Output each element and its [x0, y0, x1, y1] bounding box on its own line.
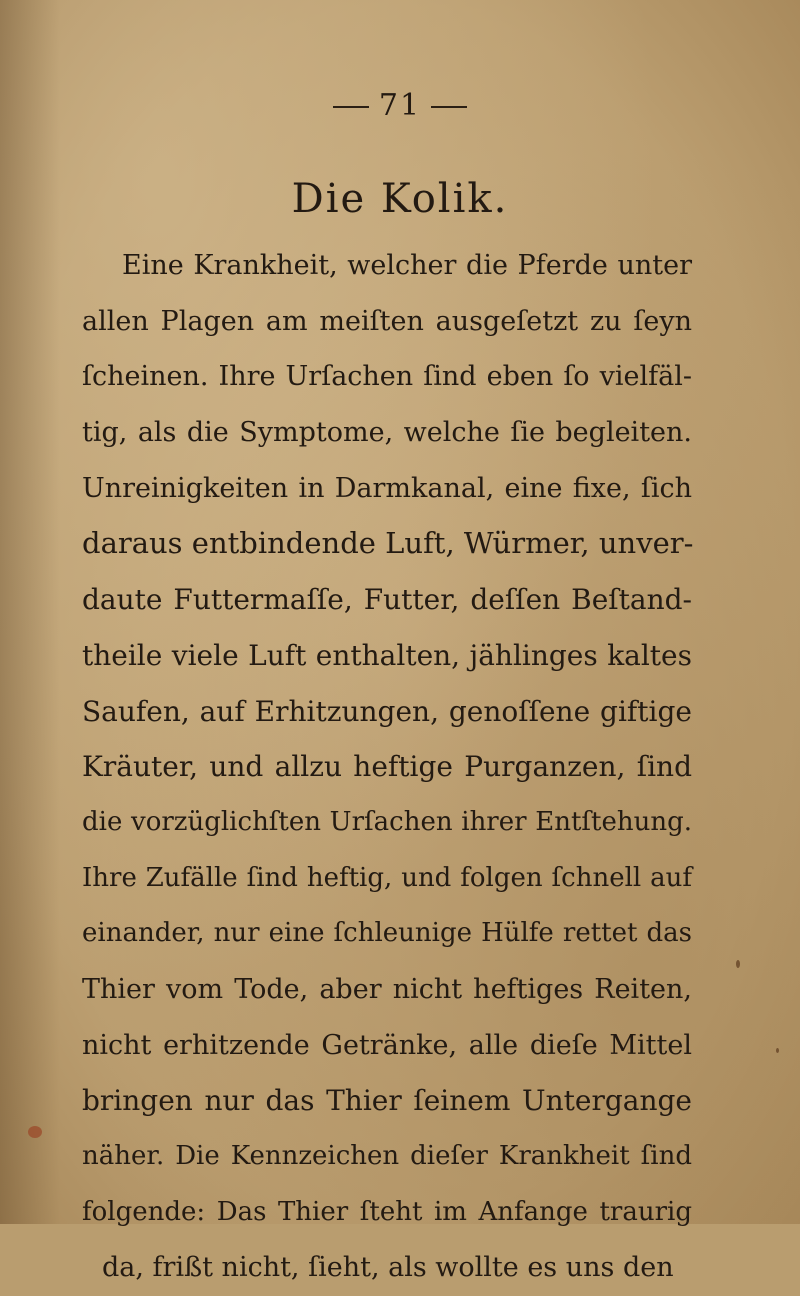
chapter-title: Die Kolik.	[291, 176, 509, 222]
paper-stain	[28, 1126, 42, 1138]
body-text	[82, 238, 692, 1296]
header-dash-right	[431, 106, 467, 108]
text-line: die vorzüglichſten Urſachen ihrer Entſtehung.	[82, 806, 692, 837]
page-header	[0, 88, 800, 123]
paper-speck	[736, 960, 740, 968]
text-line: daute Futtermaſſe, Futter, deſſen Beſtand-	[82, 583, 692, 617]
page-number: 71	[378, 88, 422, 123]
text-line: Saufen, auf Erhitzungen, genoſſene giftige	[82, 694, 692, 728]
text-line: nicht erhitzende Getränke, alle dieſe Mittel	[82, 1029, 692, 1061]
text-line: daraus entbindende Luft, Würmer, unver-	[82, 526, 694, 561]
text-line: einander, nur eine ſchleunige Hülfe rettet das	[82, 918, 692, 949]
text-line: allen Plagen am meiſten ausgeſetzt zu ſeyn	[82, 305, 692, 337]
header-dash-left	[333, 106, 369, 108]
text-line: Kräuter, und allzu heftige Purganzen, ſind	[82, 750, 692, 784]
paper-speck	[776, 1048, 779, 1053]
text-line: Unreinigkeiten in Darmkanal, eine fixe, ſich	[82, 472, 692, 504]
text-line: Ihre Zufälle ſind heftig, und folgen ſchnell auf	[82, 862, 692, 893]
text-line: folgende: Das Thier ſteht im Anfange traurig	[82, 1196, 692, 1227]
text-line: Eine Krankheit, welcher die Pferde unter	[122, 250, 692, 281]
text-line: theile viele Luft enthalten, jählinges kaltes	[82, 638, 692, 672]
text-line: da, frißt nicht, ſieht, als wollte es uns den	[102, 1252, 674, 1284]
text-line: tig, als die Symptome, welche ſie begleiten.	[82, 417, 692, 449]
text-line: bringen nur das Thier ſeinem Untergange	[82, 1084, 692, 1118]
text-line: ſcheinen. Ihre Urſachen ſind eben ſo vielfäl-	[82, 361, 692, 393]
text-line: Thier vom Tode, aber nicht heftiges Reiten,	[82, 973, 692, 1005]
text-line: näher. Die Kennzeichen dieſer Krankheit ſind	[82, 1141, 692, 1171]
